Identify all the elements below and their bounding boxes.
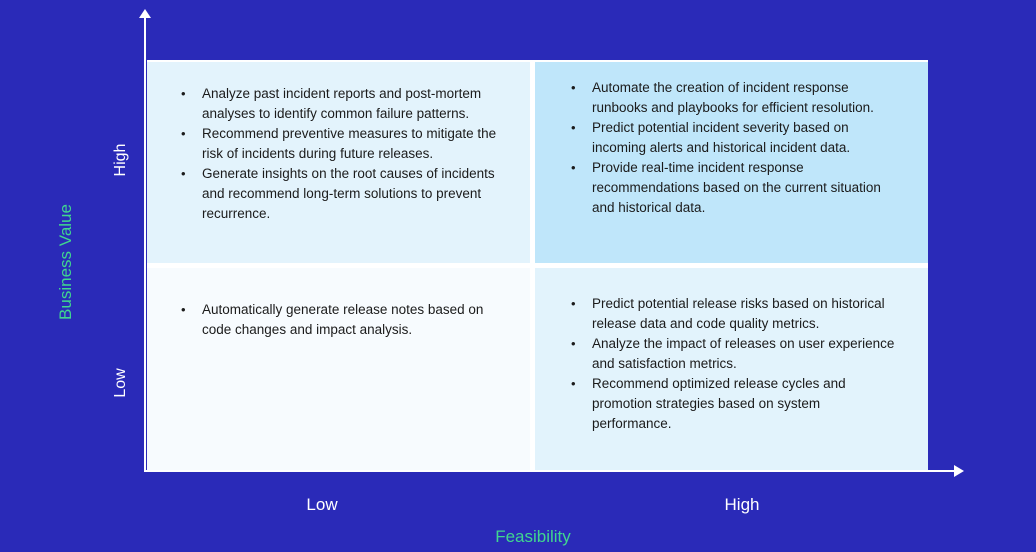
quadrant-top-right-list [565, 78, 900, 218]
bullet-item: • Recommend preventive measures to mitigate the risk of incidents during future releases. [175, 124, 504, 164]
y-axis-title: Business Value [56, 204, 75, 320]
bullet-item: • Generate insights on the root causes of incidents and recommend long-term solutions to prevent recurrence. [175, 164, 504, 224]
bullet-item: • Predict potential release risks based on historical release data and code quality metrics. [565, 294, 900, 334]
bullet-item: • Provide real-time incident response recommendations based on the current situation and historical data. [565, 158, 900, 218]
quadrant-high-value-low-feasibility [147, 62, 530, 263]
bullet-item: • Automatically generate release notes based on code changes and impact analysis. [175, 300, 504, 340]
quadrant-high-value-high-feasibility [535, 62, 928, 263]
arrow-up-icon [139, 9, 151, 18]
x-axis-tick-high: High [724, 495, 760, 514]
bullet-item: • Analyze the impact of releases on user experience and satisfaction metrics. [565, 334, 900, 374]
y-axis-tick-low: Low [112, 368, 129, 398]
bullet-item: • Predict potential incident severity based on incoming alerts and historical incident data. [565, 118, 900, 158]
x-axis-title: Feasibility [495, 527, 571, 546]
quadrant-bottom-left-list [175, 300, 504, 340]
y-axis-tick-high: High [112, 143, 129, 177]
bullet-item: • Recommend optimized release cycles and promotion strategies based on system performance. [565, 374, 900, 434]
x-axis-tick-low: Low [306, 495, 338, 514]
arrow-right-icon [954, 465, 964, 477]
x-axis-line [144, 470, 956, 472]
quadrant-top-left-list [175, 84, 504, 224]
quadrant-bottom-right-list [565, 294, 900, 434]
quadrant-low-value-high-feasibility [535, 268, 928, 470]
priority-matrix [147, 60, 928, 470]
bullet-item: • Automate the creation of incident response runbooks and playbooks for efficient resolution. [565, 78, 900, 118]
quadrant-low-value-low-feasibility [147, 268, 530, 470]
y-axis-line [144, 18, 146, 472]
bullet-item: • Analyze past incident reports and post-mortem analyses to identify common failure patterns. [175, 84, 504, 124]
